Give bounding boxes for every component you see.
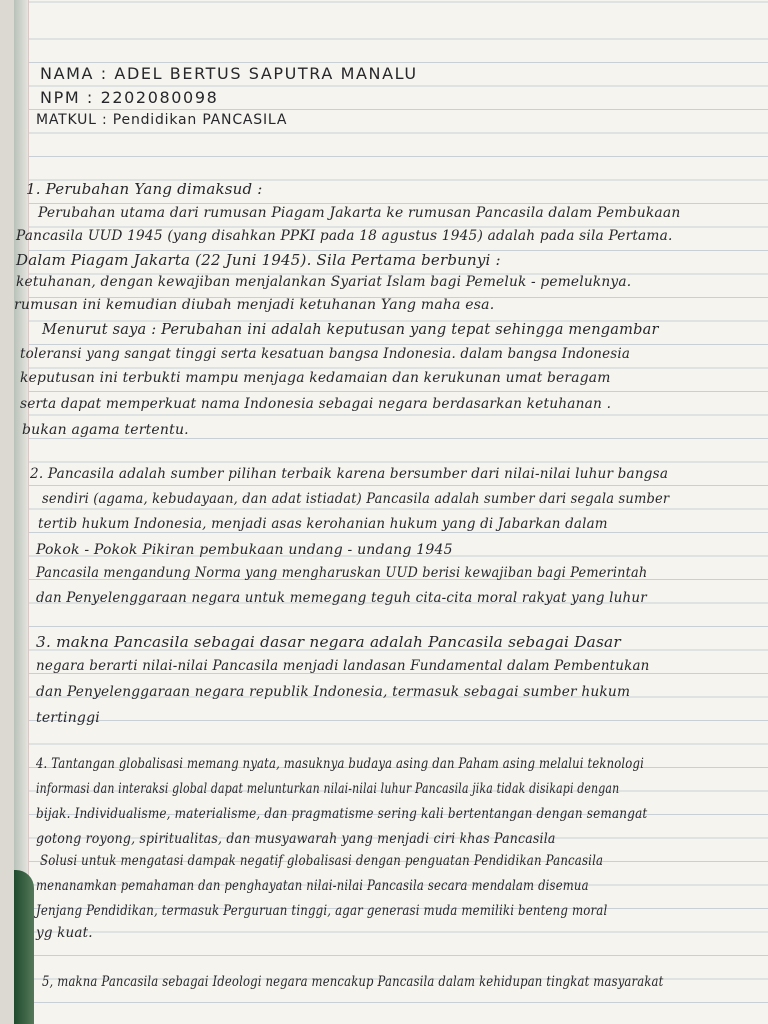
answer-line: Solusi untuk mengatasi dampak negatif globalisasi dengan penguatan Pendidikan Pancasila xyxy=(40,853,604,869)
answer-line: bijak. Individualisme, materialisme, dan pragmatisme sering kali bertentangan dengan semangat xyxy=(36,806,648,822)
answer-line: Pancasila mengandung Norma yang mengharuskan UUD berisi kewajiban bagi Pemerintah xyxy=(36,565,648,581)
answer-line: keputusan ini terbukti mampu menjaga kedamaian dan kerukunan umat beragam xyxy=(20,370,611,386)
answer-line: Pancasila UUD 1945 (yang disahkan PPKI pada 18 agustus 1945) adalah pada sila Pertama. xyxy=(16,228,673,244)
answer-line: ketuhanan, dengan kewajiban menjalankan Syariat Islam bagi Pemeluk - pemeluknya. xyxy=(16,274,632,290)
answer-line: toleransi yang sangat tinggi serta kesatuan bangsa Indonesia. dalam bangsa Indonesia xyxy=(20,346,631,362)
answer-line: tertib hukum Indonesia, menjadi asas kerohanian hukum yang di Jabarkan dalam xyxy=(38,516,608,532)
header-npm: NPM : 2202080098 xyxy=(40,88,219,107)
answer-line: serta dapat memperkuat nama Indonesia sebagai negara berdasarkan ketuhanan . xyxy=(20,396,612,412)
answer-line: Perubahan utama dari rumusan Piagam Jakarta ke rumusan Pancasila dalam Pembukaan xyxy=(38,205,681,221)
answer-line: informasi dan interaksi global dapat melunturkan nilai-nilai luhur Pancasila jika tidak disikapi dengan xyxy=(36,781,620,797)
header-matkul: MATKUL : Pendidikan PANCASILA xyxy=(36,112,288,128)
answer-line: 2. Pancasila adalah sumber pilihan terbaik karena bersumber dari nilai-nilai luhur bangsa xyxy=(30,466,669,482)
answer-line: Pokok - Pokok Pikiran pembukaan undang - undang 1945 xyxy=(36,542,453,558)
answer-line: yg kuat. xyxy=(36,925,93,941)
answer-line: dan Penyelenggaraan negara untuk memegang teguh cita-cita moral rakyat yang luhur xyxy=(36,590,647,606)
answer-line: 4. Tantangan globalisasi memang nyata, masuknya budaya asing dan Paham asing melalui teknologi xyxy=(36,756,644,772)
answer-line: sendiri (agama, kebudayaan, dan adat istiadat) Pancasila adalah sumber dari segala sumber xyxy=(42,491,670,507)
notebook-page xyxy=(14,0,768,1024)
answer-line: Menurut saya : Perubahan ini adalah keputusan yang tepat sehingga mengambar xyxy=(42,320,659,338)
answer-line: bukan agama tertentu. xyxy=(22,422,189,438)
answer-line: tertinggi xyxy=(36,710,100,726)
answer-line: gotong royong, spiritualitas, dan musyawarah yang menjadi ciri khas Pancasila xyxy=(36,831,556,847)
header-nama: NAMA : ADEL BERTUS SAPUTRA MANALU xyxy=(40,64,418,83)
plant-leaf-decoration xyxy=(14,870,34,1024)
answer-line: Jenjang Pendidikan, termasuk Perguruan tinggi, agar generasi muda memiliki benteng moral xyxy=(36,903,608,919)
answer-line: 3. makna Pancasila sebagai dasar negara adalah Pancasila sebagai Dasar xyxy=(36,633,621,651)
answer-line: menanamkan pemahaman dan penghayatan nilai-nilai Pancasila secara mendalam disemua xyxy=(36,878,589,894)
answer-line: 5, makna Pancasila sebagai Ideologi negara mencakup Pancasila dalam kehidupan tingkat masyarakat xyxy=(42,974,664,990)
margin-line xyxy=(28,0,29,1024)
answer-line: dan Penyelenggaraan negara republik Indonesia, termasuk sebagai sumber hukum xyxy=(36,684,631,700)
answer-line: Dalam Piagam Jakarta (22 Juni 1945). Sila Pertama berbunyi : xyxy=(16,251,501,269)
answer-line: rumusan ini kemudian diubah menjadi ketuhanan Yang maha esa. xyxy=(14,297,495,313)
answer-line: 1. Perubahan Yang dimaksud : xyxy=(26,180,263,198)
answer-line: negara berarti nilai-nilai Pancasila menjadi landasan Fundamental dalam Pembentukan xyxy=(36,658,650,674)
